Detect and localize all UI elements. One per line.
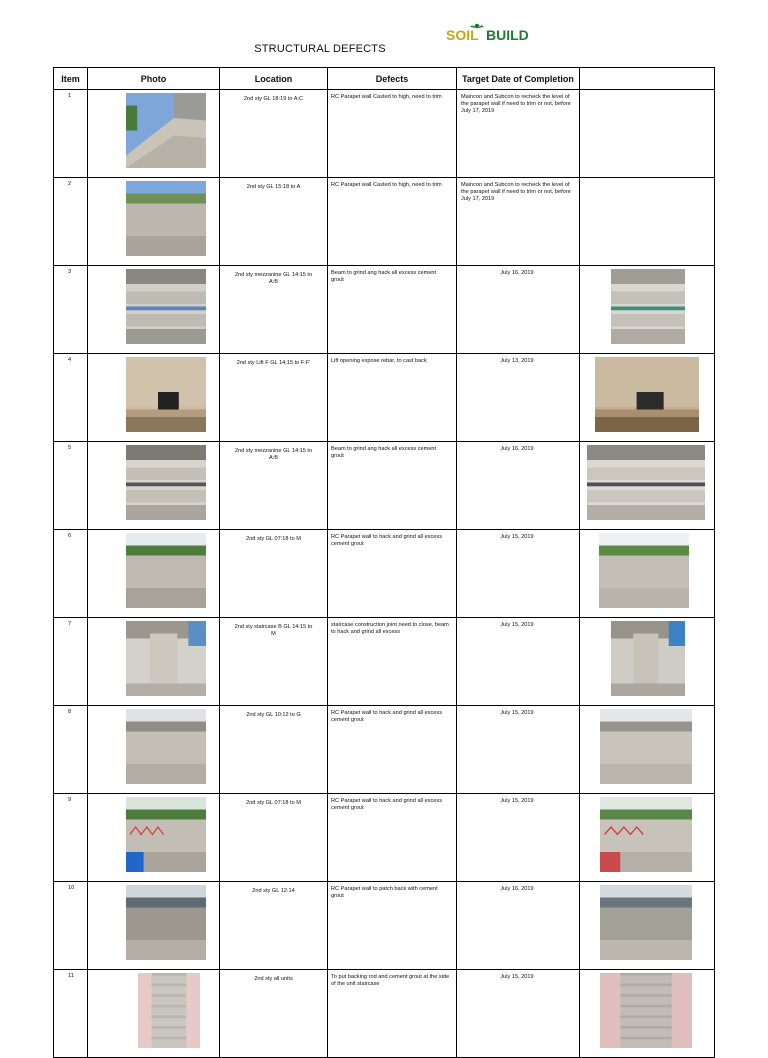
location-cell: 2nd sty staircase B GL 14:15 to M [220,618,328,706]
after-repair-photo [599,533,689,608]
svg-text:SOIL: SOIL [446,27,479,43]
table-row [54,354,715,442]
target-date-cell: July 15, 2019 [457,970,580,1058]
after-photo-cell [580,794,715,882]
col-header-after-photo [580,68,715,90]
col-header-photo: Photo [88,68,220,90]
after-repair-photo [600,885,692,960]
after-repair-photo [600,797,692,872]
target-date-cell: July 16, 2019 [457,882,580,970]
table-row [54,178,715,266]
item-number: 1 [54,90,88,178]
defect-photo [126,885,206,960]
defect-cell: Beam to grind ang hack all excess cement grout [328,266,457,354]
defect-photo [126,93,206,168]
photo-cell [88,794,220,882]
location-cell: 2nd sty Lift F GL 14;15 to F:F' [220,354,328,442]
item-number: 8 [54,706,88,794]
after-repair-photo [587,445,705,520]
photo-cell [88,178,220,266]
target-date-cell: Maincon and Subcon to recheck the level of the parapet wall if need to trim or not, before July 17, 2019 [457,90,580,178]
photo-cell [88,618,220,706]
table-row [54,90,715,178]
table-row [54,530,715,618]
after-photo-cell [580,970,715,1058]
defect-cell: RC Parapet wall to hack and grind all excess cement grout [328,706,457,794]
col-header-location: Location [220,68,328,90]
after-photo-cell [580,266,715,354]
target-date-cell: July 15, 2019 [457,794,580,882]
photo-cell [88,442,220,530]
item-number: 11 [54,970,88,1058]
photo-cell [88,706,220,794]
table-row [54,442,715,530]
defects-table [53,67,715,1058]
defect-photo [126,797,206,872]
target-date-cell: July 15, 2019 [457,530,580,618]
col-header-target-date: Target Date of Completion [457,68,580,90]
location-cell: 2nd sty GL 10:12 to G [220,706,328,794]
page-title: STRUCTURAL DEFECTS [254,43,386,55]
defect-cell: RC Parapet wall to hack and grind all excess cement grout [328,530,457,618]
soilbuild-logo [444,22,550,44]
location-cell: 2nd sty GL 07:18 to M [220,530,328,618]
after-photo-cell [580,882,715,970]
location-cell: 2nd sty mezzanine GL 14:15 to A:B [220,266,328,354]
table-header-row [54,68,715,90]
defect-photo [126,445,206,520]
target-date-cell: Maincon and Subcon to recheck the level of the parapet wall if need to trim or not, before July 17, 2019 [457,178,580,266]
photo-cell [88,530,220,618]
location-cell: 2nd sty GL 07:18 to M [220,794,328,882]
after-photo-cell [580,442,715,530]
soilbuild-logo-mark [444,22,550,44]
defect-cell: Lift opening expose rebar, to cast back [328,354,457,442]
item-number: 2 [54,178,88,266]
item-number: 5 [54,442,88,530]
after-photo-cell [580,90,715,178]
table-row [54,266,715,354]
item-number: 3 [54,266,88,354]
item-number: 10 [54,882,88,970]
defect-cell: To put backing rod and cement grout at the side of the unit staircase [328,970,457,1058]
location-cell: 2nd sty mezzanine GL 14:15 to A:B [220,442,328,530]
item-number: 7 [54,618,88,706]
photo-cell [88,266,220,354]
table-row [54,706,715,794]
defect-photo [138,973,200,1048]
target-date-cell: July 13, 2019 [457,354,580,442]
target-date-cell: July 16, 2019 [457,442,580,530]
defect-cell: RC Parapet wall Casted to high, need to trim [328,90,457,178]
after-photo-cell [580,618,715,706]
after-photo-cell [580,178,715,266]
item-number: 9 [54,794,88,882]
table-row [54,794,715,882]
defect-cell: staircase construction joint need to close, beam to hack and grind all excess [328,618,457,706]
svg-text:BUILD: BUILD [486,27,529,43]
after-photo-cell [580,706,715,794]
photo-cell [88,882,220,970]
table-row [54,882,715,970]
table-row [54,970,715,1058]
after-repair-photo [611,269,685,344]
defect-photo [126,533,206,608]
location-cell: 2nd sty GL 15:18 to A [220,178,328,266]
defect-photo [126,709,206,784]
defect-cell: RC Parapet wall Casted to high, need to trim [328,178,457,266]
table-row [54,618,715,706]
after-repair-photo [595,357,699,432]
photo-cell [88,90,220,178]
item-number: 6 [54,530,88,618]
defect-cell: RC Parapet wall to patch back with cement grout [328,882,457,970]
defect-cell: RC Parapet wall to hack and grind all excess cement grout [328,794,457,882]
photo-cell [88,354,220,442]
col-header-defects: Defects [328,68,457,90]
target-date-cell: July 16, 2019 [457,266,580,354]
item-number: 4 [54,354,88,442]
defect-photo [126,357,206,432]
after-repair-photo [600,709,692,784]
after-photo-cell [580,354,715,442]
target-date-cell: July 15, 2019 [457,706,580,794]
after-repair-photo [600,973,692,1048]
location-cell: 2nd sty all units [220,970,328,1058]
after-repair-photo [611,621,685,696]
after-photo-cell [580,530,715,618]
defect-photo [126,621,206,696]
defect-cell: Beam to grind ang hack all excess cement grout [328,442,457,530]
location-cell: 2nd sty GL 12:14 [220,882,328,970]
photo-cell [88,970,220,1058]
col-header-item: Item [54,68,88,90]
defect-photo [126,269,206,344]
defect-photo [126,181,206,256]
target-date-cell: July 15, 2019 [457,618,580,706]
location-cell: 2nd sty GL 18:19 to A:C [220,90,328,178]
